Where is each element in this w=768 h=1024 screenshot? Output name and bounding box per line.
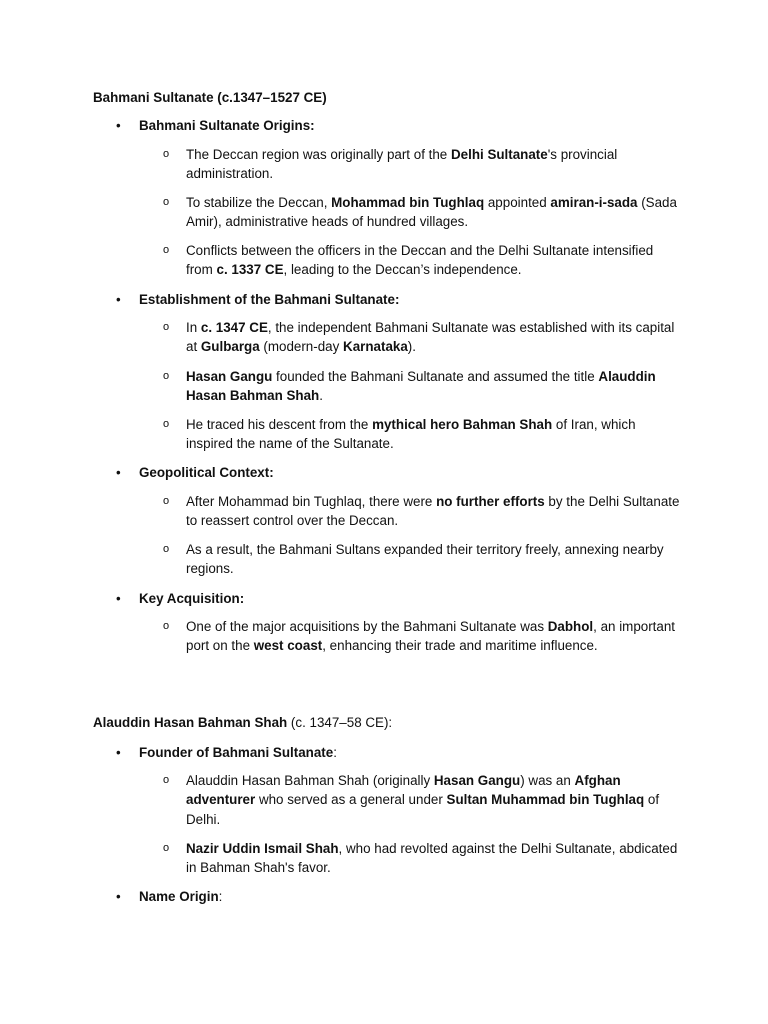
subbullet-text: To stabilize the Deccan, Mohammad bin Tughlaq appointed amiran-i-sada (Sada Amir), administrative heads of hundred villages. [186, 195, 677, 230]
circle-bullet-icon: o [163, 321, 170, 333]
circle-bullet-icon: o [163, 543, 170, 555]
circle-bullet-icon: o [163, 244, 170, 256]
subbullet-text: The Deccan region was originally part of the Delhi Sultanate's provincial administration. [186, 147, 618, 182]
subbullet [163, 839, 683, 878]
circle-bullet-icon: o [163, 370, 170, 382]
subbullet-text: Alauddin Hasan Bahman Shah (originally Hasan Gangu) was an Afghan adventurer who served as a general under Sultan Muhammad bin Tughlaq of Delhi. [186, 773, 660, 827]
circle-bullet-icon: o [163, 418, 170, 430]
subbullet-text: Hasan Gangu founded the Bahmani Sultanate and assumed the title Alauddin Hasan Bahman Shah. [186, 369, 656, 404]
subbullet [163, 771, 683, 829]
subbullet [163, 367, 683, 406]
subbullet-text: Conflicts between the officers in the Deccan and the Delhi Sultanate intensified from c. 1337 CE, leading to the Deccan’s independence. [186, 243, 654, 278]
subbullet [163, 540, 683, 579]
subbullet-text: As a result, the Bahmani Sultans expanded their territory freely, annexing nearby regions. [186, 542, 664, 577]
bullet-heading: Geopolitical Context: [139, 465, 274, 480]
section-title: Alauddin Hasan Bahman Shah (c. 1347–58 CE): [93, 715, 393, 730]
subbullet-text: Nazir Uddin Ismail Shah, who had revolted against the Delhi Sultanate, abdicated in Bahman Shah's favor. [186, 841, 678, 876]
circle-bullet-icon: o [163, 842, 170, 854]
bullet-heading: Establishment of the Bahmani Sultanate: [139, 292, 400, 307]
subbullet [163, 318, 683, 357]
bullet-heading: Key Acquisition: [139, 591, 245, 606]
subbullet [163, 617, 683, 656]
subbullet [163, 492, 683, 531]
subbullet [163, 193, 683, 232]
circle-bullet-icon: o [163, 495, 170, 507]
subbullet-text: After Mohammad bin Tughlaq, there were no further efforts by the Delhi Sultanate to reassert control over the Deccan. [186, 494, 680, 529]
bullet-heading: Name Origin: [139, 889, 223, 904]
subbullet [163, 415, 683, 454]
subbullet [163, 241, 683, 280]
subbullet [163, 145, 683, 184]
section-title: Bahmani Sultanate (c.1347–1527 CE) [93, 90, 327, 105]
circle-bullet-icon: o [163, 620, 170, 632]
circle-bullet-icon: o [163, 196, 170, 208]
bullet-heading: Founder of Bahmani Sultanate: [139, 745, 337, 760]
bullet-heading: Bahmani Sultanate Origins: [139, 118, 315, 133]
subbullet-text: One of the major acquisitions by the Bahmani Sultanate was Dabhol, an important port on the west coast, enhancing their trade and maritime influence. [186, 619, 676, 654]
circle-bullet-icon: o [163, 148, 170, 160]
subbullet-text: He traced his descent from the mythical hero Bahman Shah of Iran, which inspired the name of the Sultanate. [186, 417, 636, 452]
subbullet-text: In c. 1347 CE, the independent Bahmani Sultanate was established with its capital at Gulbarga (modern-day Karnataka). [186, 320, 675, 355]
circle-bullet-icon: o [163, 774, 170, 786]
